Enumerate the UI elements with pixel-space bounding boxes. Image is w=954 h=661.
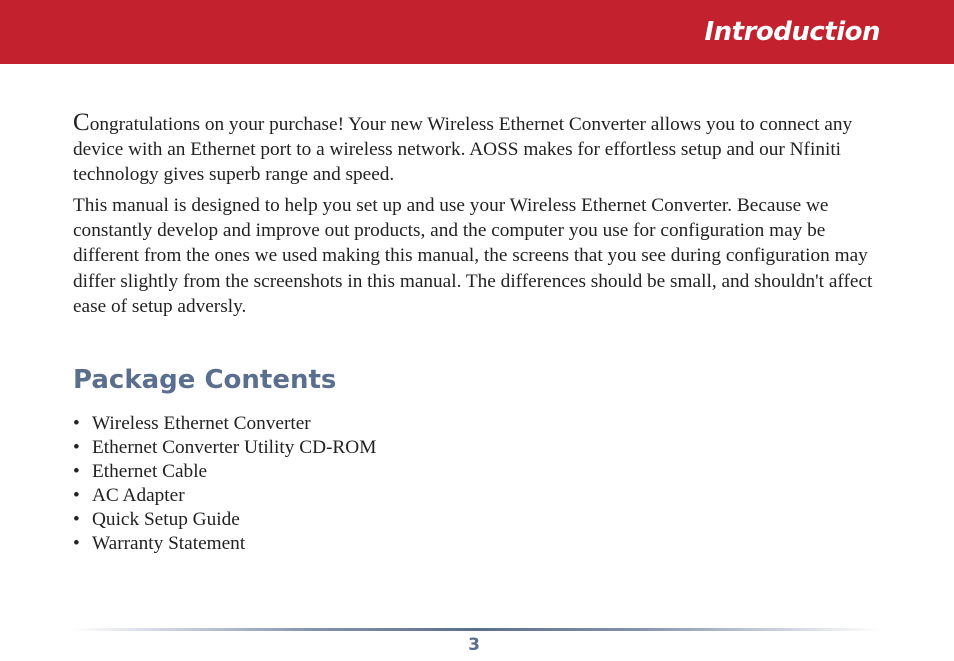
bullet-icon: •: [73, 485, 80, 506]
list-item-label: Warranty Statement: [92, 533, 246, 554]
bullet-icon: •: [73, 533, 80, 554]
bullet-icon: •: [73, 413, 80, 434]
list-item: [73, 436, 376, 460]
drop-cap-initial: C: [73, 109, 90, 136]
page-number: 3: [468, 635, 480, 655]
section-title: Introduction: [704, 17, 880, 47]
list-item-label: Ethernet Converter Utility CD-ROM: [92, 437, 377, 458]
list-item: [73, 412, 376, 436]
bullet-icon: •: [73, 437, 80, 458]
list-item: [73, 484, 376, 508]
list-item-label: AC Adapter: [92, 485, 185, 506]
package-contents-heading: Package Contents: [73, 365, 337, 395]
footer-divider: [72, 628, 880, 631]
list-item: [73, 460, 376, 484]
list-item-label: Wireless Ethernet Converter: [92, 413, 311, 434]
intro-paragraph-1: [73, 110, 893, 188]
bullet-icon: •: [73, 509, 80, 530]
list-item: [73, 508, 376, 532]
header-band: [0, 0, 954, 64]
bullet-icon: •: [73, 461, 80, 482]
intro-paragraph-1-text: ongratulations on your purchase! Your new Wireless Ethernet Converter allows you to connect any device with an Ethernet port to a wireless network. AOSS makes for effortless setup and our Nfiniti technology gives superb range and speed.: [73, 114, 853, 186]
list-item-label: Ethernet Cable: [92, 461, 208, 482]
list-item: [73, 532, 376, 556]
list-item-label: Quick Setup Guide: [92, 509, 240, 530]
intro-paragraph-2: This manual is designed to help you set up and use your Wireless Ethernet Converter. Because we constantly develop and improve out products, and the computer you use for configuration may be different from the ones we used making this manual, the screens that you see during configuration may differ slightly from the screenshots in this manual. The differences should be small, and shouldn't affect ease of setup adversly.: [73, 195, 873, 317]
package-contents-list: [73, 412, 376, 556]
